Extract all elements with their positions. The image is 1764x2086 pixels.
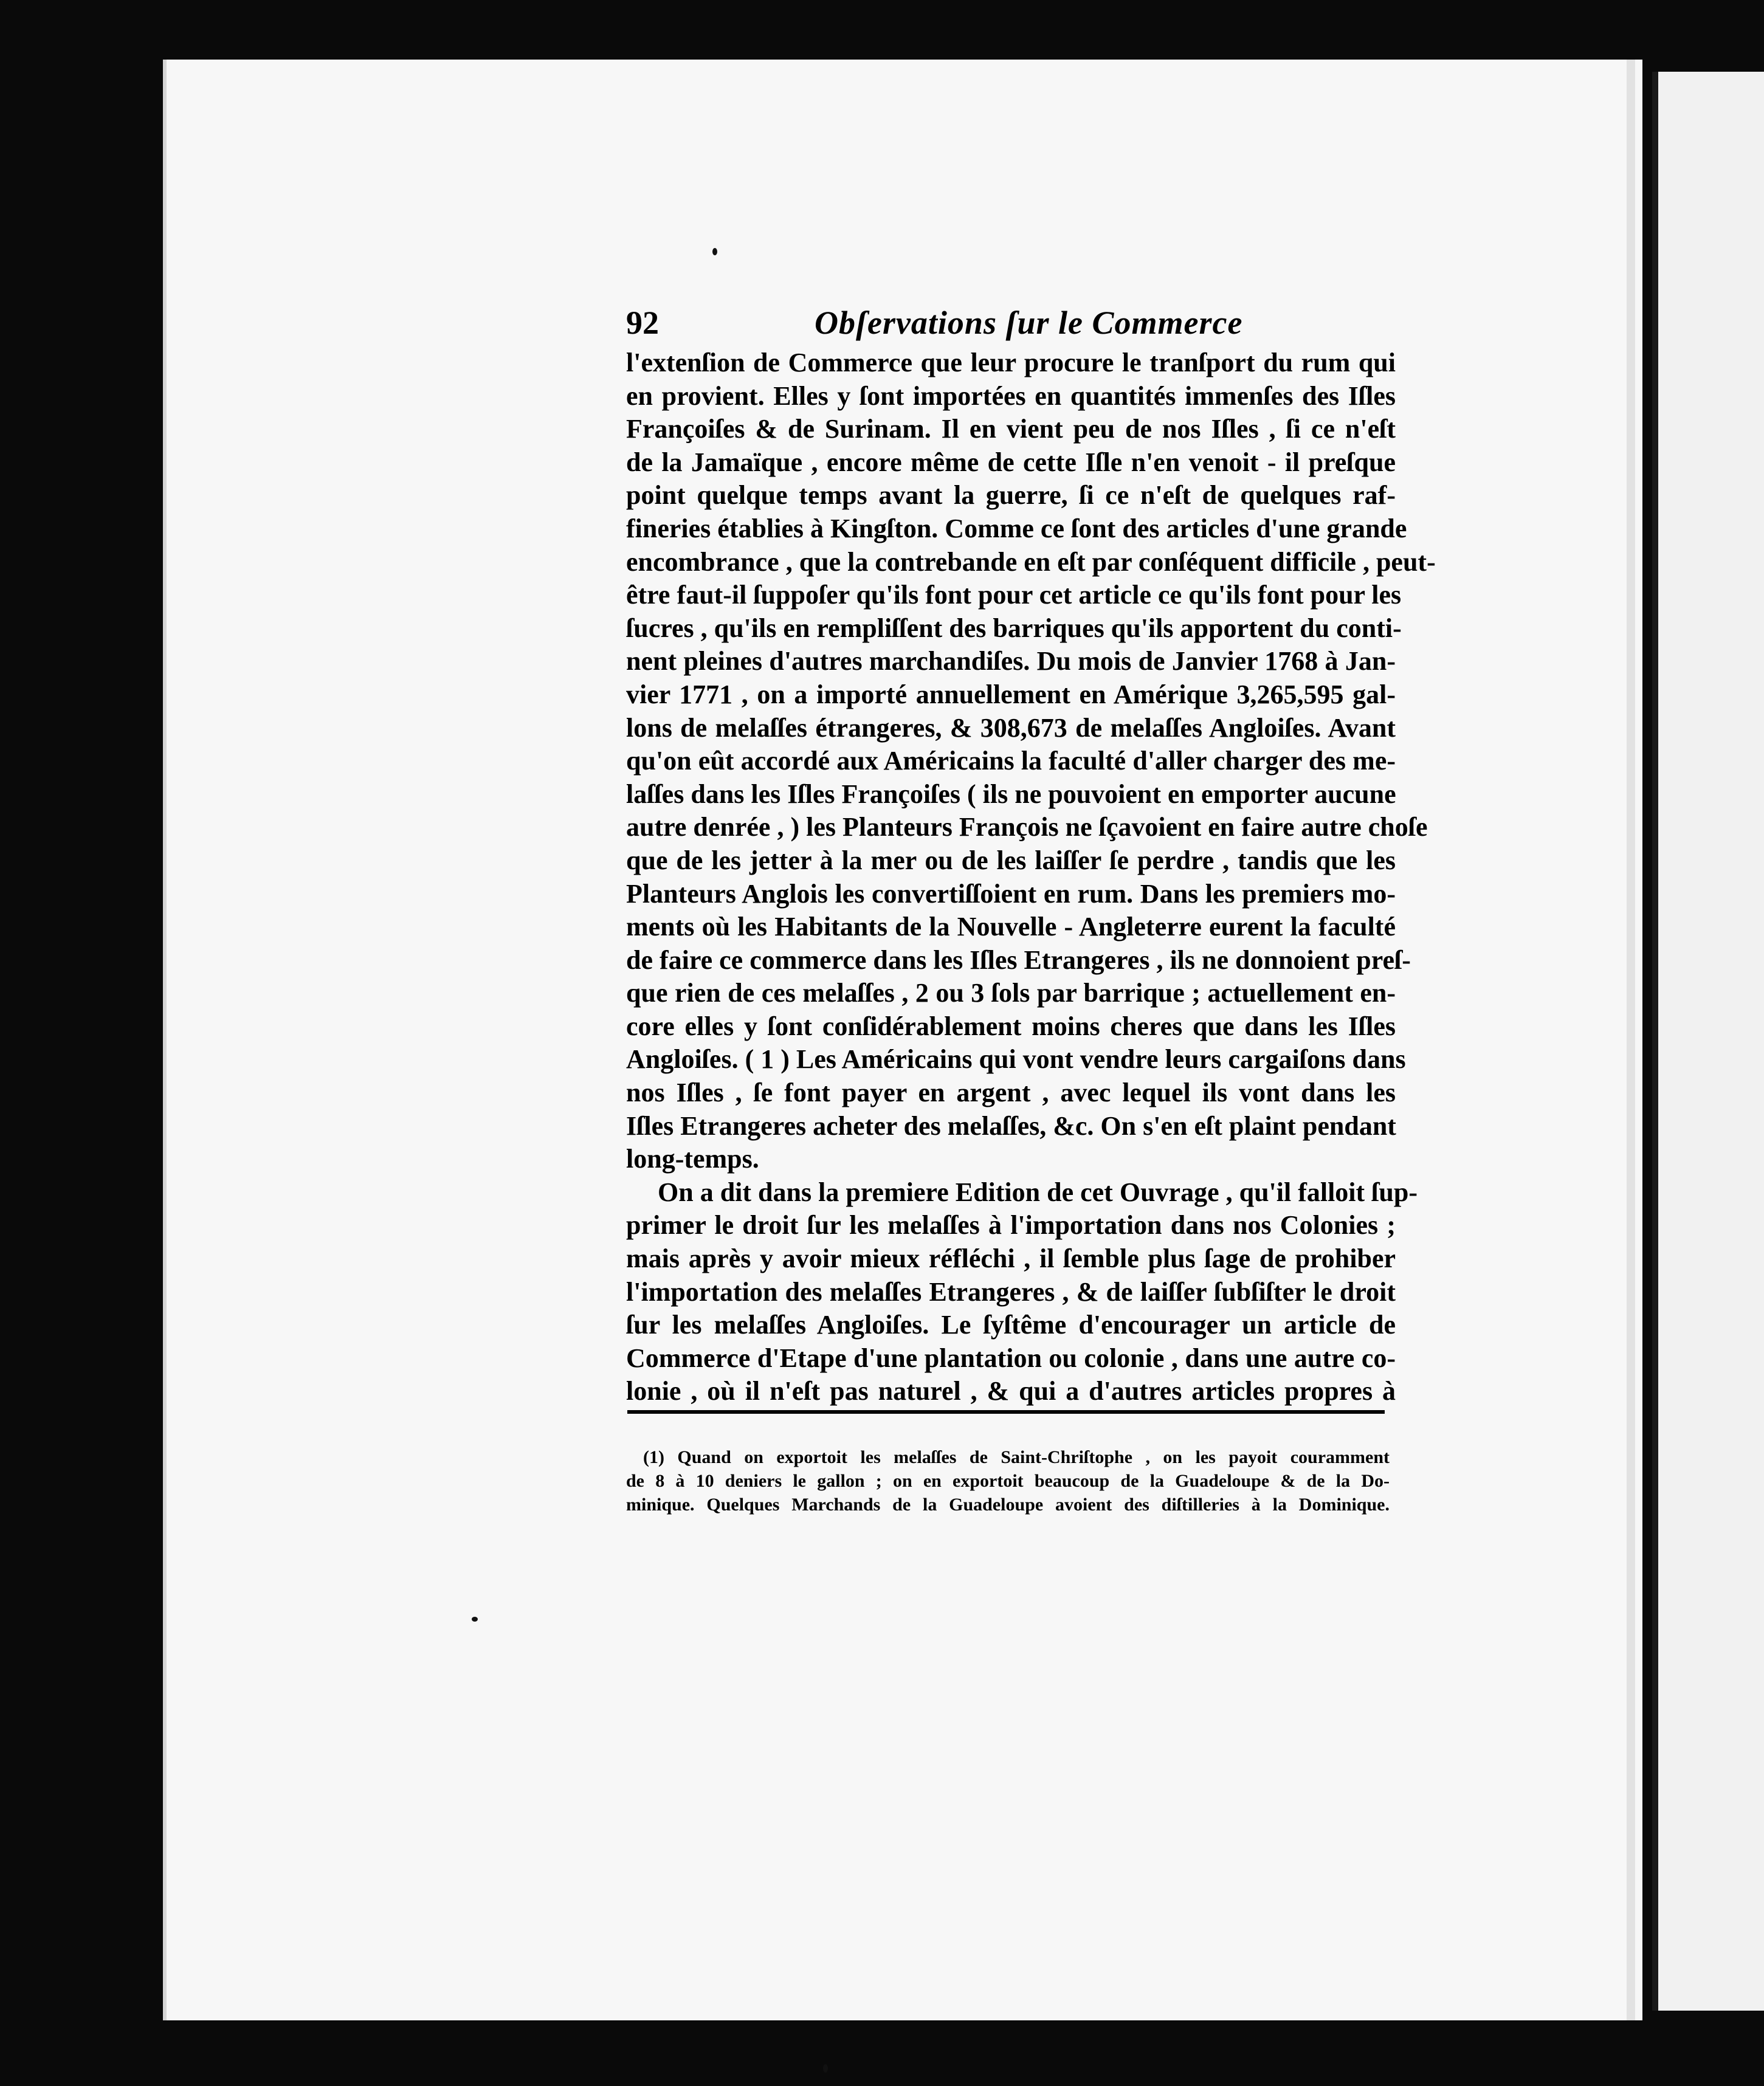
text-line: vier 1771 , on a importé annuellement en Amérique 3,265,595 gal- <box>626 679 1396 709</box>
text-line: lonie , où il n'eſt pas naturel , & qui a d'autres articles propres à <box>626 1376 1396 1406</box>
text-line: qu'on eût accordé aux Américains la faculté d'aller charger des me- <box>626 746 1396 776</box>
page-fore-edge <box>1627 60 1635 2020</box>
text-line: encombrance , que la contrebande en eſt par conſéquent difficile , peut- <box>626 546 1436 577</box>
text-line: que rien de ces melaſſes , 2 ou 3 ſols par barrique ; actuellement en- <box>626 978 1396 1008</box>
ink-speck <box>472 1617 478 1622</box>
text-line: nent pleines d'autres marchandiſes. Du mois de Janvier 1768 à Jan- <box>626 646 1396 676</box>
text-line: Commerce d'Etape d'une plantation ou colonie , dans une autre co- <box>626 1343 1396 1373</box>
footnote-line: (1) Quand on exportoit les melaſſes de Saint-Chriſtophe , on les payoit couramment <box>643 1447 1390 1467</box>
ink-speck <box>823 2064 828 2073</box>
text-line: fineries établies à Kingſton. Comme ce ſont des articles d'une grande <box>626 513 1407 543</box>
text-line: Françoiſes & de Surinam. Il en vient peu de nos Iſles , ſi ce n'eſt <box>626 414 1396 444</box>
footnote-rule <box>627 1410 1385 1414</box>
text-line: On a dit dans la premiere Edition de cet Ouvrage , qu'il falloit ſup- <box>658 1177 1418 1207</box>
text-line: que de les jetter à la mer ou de les laiſſer ſe perdre , tandis que les <box>626 845 1396 875</box>
running-title: Obſervations ſur le Commerce <box>815 305 1243 341</box>
text-line: Planteurs Anglois les convertiſſoient en rum. Dans les premiers mo- <box>626 878 1396 909</box>
text-line: ſucres , qu'ils en rempliſſent des barriques qu'ils apportent du conti- <box>626 613 1402 643</box>
text-line: Iſles Etrangeres acheter des melaſſes, &c. On s'en eſt plaint pendant <box>626 1110 1396 1141</box>
text-line: de la Jamaïque , encore même de cette Iſle n'en venoit - il preſque <box>626 447 1396 477</box>
text-line: long-temps. <box>626 1144 759 1174</box>
page-number: 92 <box>626 305 659 341</box>
text-line: core elles y ſont conſidérablement moins cheres que dans les Iſles <box>626 1011 1396 1041</box>
text-line: l'importation des melaſſes Etrangeres , & de laiſſer ſubſiſter le droit <box>626 1276 1396 1307</box>
running-head <box>626 304 1396 348</box>
footnote-line: de 8 à 10 deniers le gallon ; on en exportoit beaucoup de la Guadeloupe & de la Do- <box>626 1471 1390 1491</box>
text-line: Angloiſes. ( 1 ) Les Américains qui vont vendre leurs cargaiſons dans <box>626 1044 1406 1075</box>
text-line: ſur les melaſſes Angloiſes. Le ſyſtême d'encourager un article de <box>626 1310 1396 1340</box>
text-line: en provient. Elles y ſont importées en quantités immenſes des Iſles <box>626 380 1396 411</box>
text-line: être faut-il ſuppoſer qu'ils font pour cet article ce qu'ils font pour les <box>626 580 1402 610</box>
body-text <box>626 346 1436 1408</box>
text-line: l'extenſion de Commerce que leur procure le tranſport du rum qui <box>626 348 1396 377</box>
footnote-line: minique. Quelques Marchands de la Guadeloupe avoient des diſtilleries à la Dominique. <box>626 1495 1390 1515</box>
text-line: ments où les Habitants de la Nouvelle - Angleterre eurent la faculté <box>626 912 1396 942</box>
ink-speck <box>712 248 717 255</box>
text-line: autre denrée , ) les Planteurs François ne ſçavoient en faire autre choſe <box>626 812 1428 842</box>
text-line: lons de melaſſes étrangeres, & 308,673 de melaſſes Angloiſes. Avant <box>626 712 1396 743</box>
facing-page-edge <box>1658 72 1764 2011</box>
text-line: de faire ce commerce dans les Iſles Etrangeres , ils ne donnoient preſ- <box>626 945 1411 975</box>
text-line: primer le droit ſur les melaſſes à l'importation dans nos Colonies ; <box>626 1210 1396 1241</box>
text-line: nos Iſles , ſe font payer en argent , avec lequel ils vont dans les <box>626 1078 1396 1108</box>
text-line: point quelque temps avant la guerre, ſi ce n'eſt de quelques raf- <box>626 480 1396 511</box>
footnotes <box>626 1445 1390 1516</box>
text-line: mais après y avoir mieux réfléchi , il ſemble plus ſage de prohiber <box>626 1244 1396 1274</box>
facing-page-gutter <box>1652 72 1658 2011</box>
text-line: laſſes dans les Iſles Françoiſes ( ils ne pouvoient en emporter aucune <box>626 779 1396 809</box>
